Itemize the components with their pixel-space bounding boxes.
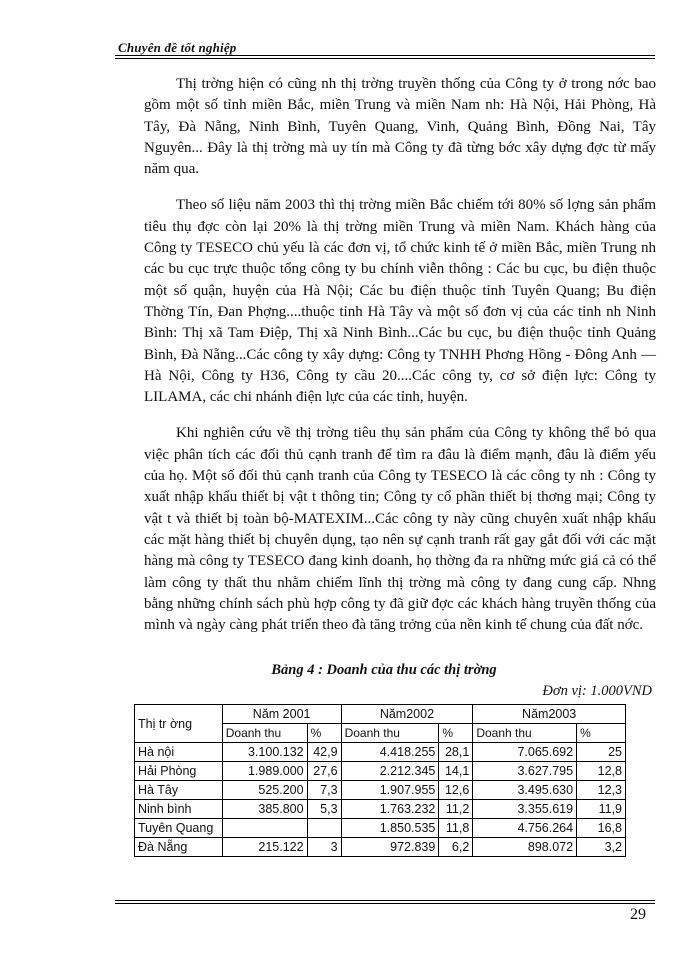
year-header-2003: Năm2003 (473, 705, 626, 724)
table-header-row (135, 705, 626, 724)
subheader-revenue: Doanh thu (473, 724, 577, 743)
revenue-cell: 972.839 (341, 838, 439, 857)
percent-cell: 16,8 (577, 819, 626, 838)
revenue-cell: 1.907.955 (341, 781, 439, 800)
subheader-revenue: Doanh thu (341, 724, 439, 743)
percent-cell: 12,3 (577, 781, 626, 800)
percent-cell: 7,3 (307, 781, 341, 800)
revenue-cell: 3.355.619 (473, 800, 577, 819)
revenue-cell: 898.072 (473, 838, 577, 857)
market-column-header: Thị tr ờng (135, 705, 223, 743)
paragraph-current-markets: Thị trờng hiện có cũng nh thị trờng truyền thống của Công ty ở trong nớc bao gồm một số tỉnh miền Bắc, miền Trung và miền Nam nh: Hà Nội, Hải Phòng, Hà Tây, Đà Nẵng, Ninh Bình, Tuyên Quang, Vinh, Quảng Bình, Đồng Nai, Tây Nguyên... Đây là thị trờng mà uy tín mà Công ty đã từng bớc xây dựng đợc từ mấy năm qua. (144, 76, 656, 178)
year-header-2002: Năm2002 (341, 705, 473, 724)
percent-cell: 11,2 (439, 800, 473, 819)
paragraph-customers-2003: Theo số liệu năm 2003 thì thị trờng miền Bắc chiếm tới 80% số lợng sản phẩm tiêu thụ đợc còn lại 20% là thị trờng miền Trung và miền Nam. Khách hàng của Công ty TESECO chủ yếu là các đơn vị, tổ chức kinh tế ở miền Bắc, miền Trung nh các bu cục trực thuộc tổng công ty bu chính viễn thông : Các bu cục, bu điện thuộc một số quận, huyện của Hà Nội; Các bu điện thuộc tỉnh Tuyên Quang; Bu điện Thờng Tín, Đan Phợng....thuộc tỉnh Hà Tây và một số đơn vị của các tỉnh nh Ninh Bình: Thị xã Tam Điệp, Thị xã Ninh Bình...Các bu cục, bu điện thuộc tỉnh Quảng Bình, Đà Nẵng...Các công ty xây dựng: Công ty TNHH Phơng Hồng - Đông Anh — Hà Nội, Công ty H36, Công ty cầu 20....Các công ty, cơ sở điện lực: Công ty LILAMA, các chi nhánh điện lực của các tỉnh, huyện. (144, 197, 656, 406)
table-row (135, 838, 626, 857)
header-rule-double (115, 58, 655, 59)
market-name: Hà nội (135, 743, 223, 762)
table-caption: Bảng 4 : Doanh của thu các thị trờng (271, 662, 497, 678)
revenue-cell: 385.800 (222, 800, 307, 819)
subheader-percent: % (439, 724, 473, 743)
revenue-cell (222, 819, 307, 838)
revenue-cell: 7.065.692 (473, 743, 577, 762)
percent-cell: 27,6 (307, 762, 341, 781)
percent-cell: 25 (577, 743, 626, 762)
percent-cell: 3 (307, 838, 341, 857)
percent-cell: 14,1 (439, 762, 473, 781)
market-name: Đà Nẵng (135, 838, 223, 857)
subheader-percent: % (307, 724, 341, 743)
table-row (135, 762, 626, 781)
percent-cell: 12,8 (577, 762, 626, 781)
percent-cell: 12,6 (439, 781, 473, 800)
percent-cell: 11,9 (577, 800, 626, 819)
revenue-cell: 1.850.535 (341, 819, 439, 838)
footer-rule-double (115, 903, 655, 904)
table-unit: Đơn vị: 1.000VND (542, 683, 652, 699)
table-row (135, 819, 626, 838)
revenue-cell: 1.763.232 (341, 800, 439, 819)
running-header-title: Chuyên đề tốt nghiệp (118, 40, 237, 55)
revenue-table (134, 704, 626, 857)
revenue-cell: 3.100.132 (222, 743, 307, 762)
percent-cell: 5,3 (307, 800, 341, 819)
percent-cell: 6,2 (439, 838, 473, 857)
percent-cell: 11,8 (439, 819, 473, 838)
percent-cell: 42,9 (307, 743, 341, 762)
revenue-cell: 3.495.630 (473, 781, 577, 800)
subheader-revenue: Doanh thu (222, 724, 307, 743)
revenue-cell: 4.418.255 (341, 743, 439, 762)
revenue-cell: 1.989.000 (222, 762, 307, 781)
percent-cell: 3,2 (577, 838, 626, 857)
table-row (135, 800, 626, 819)
header-rule (115, 55, 655, 56)
market-name: Hải Phòng (135, 762, 223, 781)
footer-rule (115, 900, 655, 901)
table-row (135, 781, 626, 800)
table-row (135, 743, 626, 762)
market-name: Tuyên Quang (135, 819, 223, 838)
revenue-cell: 525.200 (222, 781, 307, 800)
paragraph-competitors: Khi nghiên cứu về thị trờng tiêu thụ sản phẩm của Công ty không thể bỏ qua việc phân tích các đối thủ cạnh tranh để tìm ra đâu là điểm mạnh, đâu là điểm yếu của họ. Một số đối thủ cạnh tranh của Công ty TESECO là các công ty nh : Công ty xuất nhập khẩu thiết bị vật t thông tin; Công ty cổ phần thiết bị thơng mại; Công ty vật t và thiết bị toàn bộ-MATEXIM...Các công ty này cũng chuyên xuất nhập khẩu các mặt hàng thiết bị chuyên dụng, tạo nên sự cạnh tranh rất gay gắt đối với các mặt hàng mà công ty TESECO đang kinh doanh, họ thờng đa ra những mức giá cả có thể làm công ty thất thu nhằm chiếm lĩnh thị trờng mà công ty đang cung cấp. Nhng bằng những chính sách phù hợp công ty đã giữ đợc các khách hàng truyền thống của mình và ngày càng phát triển theo đà tăng trởng của nền kinh tế chung của đất nớc. (144, 425, 656, 634)
revenue-cell: 4.756.264 (473, 819, 577, 838)
percent-cell (307, 819, 341, 838)
year-header-2001: Năm 2001 (222, 705, 341, 724)
body-text (144, 74, 656, 636)
market-name: Hà Tây (135, 781, 223, 800)
revenue-cell: 3.627.795 (473, 762, 577, 781)
page-number: 29 (630, 906, 646, 923)
subheader-percent: % (577, 724, 626, 743)
percent-cell: 28,1 (439, 743, 473, 762)
revenue-cell: 2.212.345 (341, 762, 439, 781)
revenue-cell: 215.122 (222, 838, 307, 857)
market-name: Ninh bình (135, 800, 223, 819)
